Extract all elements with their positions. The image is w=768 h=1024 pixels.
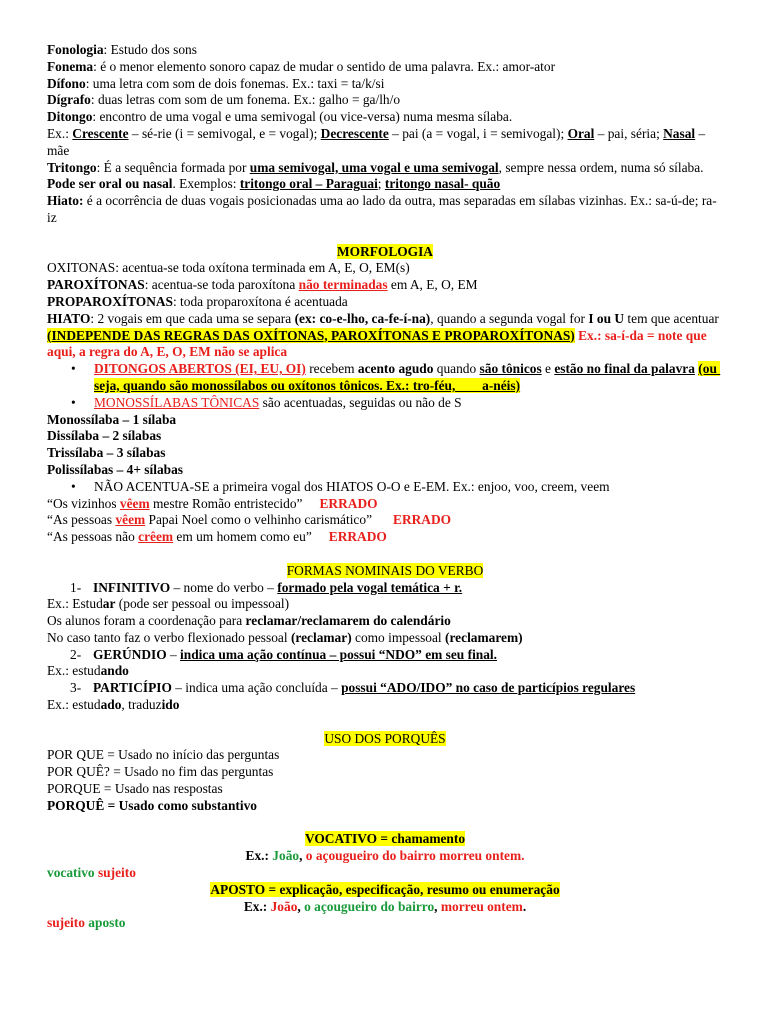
silabas-4: Polissílabas – 4+ sílabas [47,461,183,477]
formas-heading: FORMAS NOMINAIS DO VERBO [286,562,484,578]
difono-line: Dífono: uma letra com som de dois fonemas. Ex.: taxi = ta/k/si [47,75,385,91]
porque-1: POR QUE = Usado no início das perguntas [47,747,280,763]
silabas-2: Dissílaba – 2 sílabas [47,428,162,444]
vocativo-labels: vocativo sujeito [47,865,136,881]
hiatos-list [47,479,723,496]
aposto-example: Ex.: João, o açougueiro do bairro, morreu ontem. [243,898,527,914]
ditongo-examples: Ex.: Crescente – sé-rie (i = semivogal, e = vogal); Decrescente – pai (a = vogal, i = semivogal); Oral – pai, séria; Nasal – mãe [47,125,706,158]
alunos-line: Os alunos foram a coordenação para reclamar/reclamarem do calendário [47,613,451,629]
digrafo-line: Dígrafo: duas letras com som de um fonema. Ex.: galho = ga/lh/o [47,92,401,108]
proparoxitonas-line: PROPAROXÍTONAS: toda proparoxítona é acentuada [47,293,348,309]
vocativo-example: Ex.: João, o açougueiro do bairro morreu ontem. [245,848,525,864]
list-item: • NÃO ACENTUA-SE a primeira vogal dos HIATOS O-O e E-EM. Ex.: enjoo, voo, creem, veem [94,479,723,496]
list-item: • DITONGOS ABERTOS (EI, EU, OI) recebem acento agudo quando são tônicos e estão no final da palavra (ou seja, quando são monossílabos ou oxítonos tônicos. Ex.: tro-féu, a-néis) [94,361,723,395]
list-item: • MONOSSÍLABAS TÔNICAS são acentuadas, seguidas ou não de S [94,395,723,412]
acentuacao-list [47,361,723,411]
quote-2: “As pessoas vêem Papai Noel como o velhinho carismático” ERRADO [47,512,452,528]
document-page [47,42,723,932]
participio-example: Ex.: estudado, traduzido [47,697,180,713]
porque-4: PORQUÊ = Usado como substantivo [47,797,258,813]
infinitivo-example: Ex.: Estudar (pode ser pessoal ou impessoal) [47,596,290,612]
morfologia-heading: MORFOLOGIA [337,243,433,259]
infinitivo-line: 1- INFINITIVO – nome do verbo – formado pela vogal temática + r. [70,579,463,595]
quote-1: “Os vizinhos vêem mestre Romão entristecido” ERRADO [47,495,378,511]
silabas-3: Trissílaba – 3 sílabas [47,445,166,461]
fonologia-line: Fonologia: Estudo dos sons [47,42,197,57]
caso-line: No caso tanto faz o verbo flexionado pessoal (reclamar) como impessoal (reclamarem) [47,629,523,645]
gerundio-line: 2- GERÚNDIO – indica uma ação contínua – possui “NDO” em seu final. [70,646,497,662]
porque-3: PORQUE = Usado nas respostas [47,781,223,797]
hiato-line: Hiato: é a ocorrência de duas vogais posicionadas uma ao lado da outra, mas separadas em sílabas vizinhas. Ex.: sa-ú-de; ra-iz [47,193,717,225]
aposto-labels: sujeito aposto [47,915,126,931]
porque-2: POR QUÊ? = Usado no fim das perguntas [47,764,274,780]
ditongo-line: Ditongo: encontro de uma vogal e uma semivogal (ou vice-versa) numa mesma sílaba. [47,109,513,125]
aposto-heading: APOSTO = explicação, especificação, resumo ou enumeração [210,881,560,897]
hiato-rule: HIATO: 2 vogais em que cada uma se separa (ex: co-e-lho, ca-fe-í-na), quando a segunda vogal for I ou U tem que acentuar (INDEPENDE DAS REGRAS DAS OXÍTONAS, PAROXÍTONAS E PROPAROXÍTONAS) Ex.: sa-í-da = note que aqui, a regra do A, E, O, EM não se aplica [47,310,719,360]
silabas-1: Monossílaba – 1 sílaba [47,411,177,427]
fonema-line: Fonema: é o menor elemento sonoro capaz de mudar o sentido de uma palavra. Ex.: amor-ator [47,58,556,74]
participio-line: 3- PARTICÍPIO – indica uma ação concluída – possui “ADO/IDO” no caso de particípios regulares [70,680,636,696]
tritongo-line: Tritongo: É a sequência formada por uma semivogal, uma vogal e uma semivogal, sempre nessa ordem, numa só sílaba. Pode ser oral ou nasal. Exemplos: tritongo oral – Paraguai; tritongo nasal- quão [47,159,704,192]
oxitonas-line: OXITONAS: acentua-se toda oxítona terminada em A, E, O, EM(s) [47,260,410,276]
porques-heading: USO DOS PORQUÊS [324,730,446,746]
vocativo-heading: VOCATIVO = chamamento [304,831,466,847]
paroxitonas-line: PAROXÍTONAS: acentua-se toda paroxítona não terminadas em A, E, O, EM [47,277,478,293]
gerundio-example: Ex.: estudando [47,663,129,679]
quote-3: “As pessoas não crêem em um homem como eu” ERRADO [47,529,387,545]
